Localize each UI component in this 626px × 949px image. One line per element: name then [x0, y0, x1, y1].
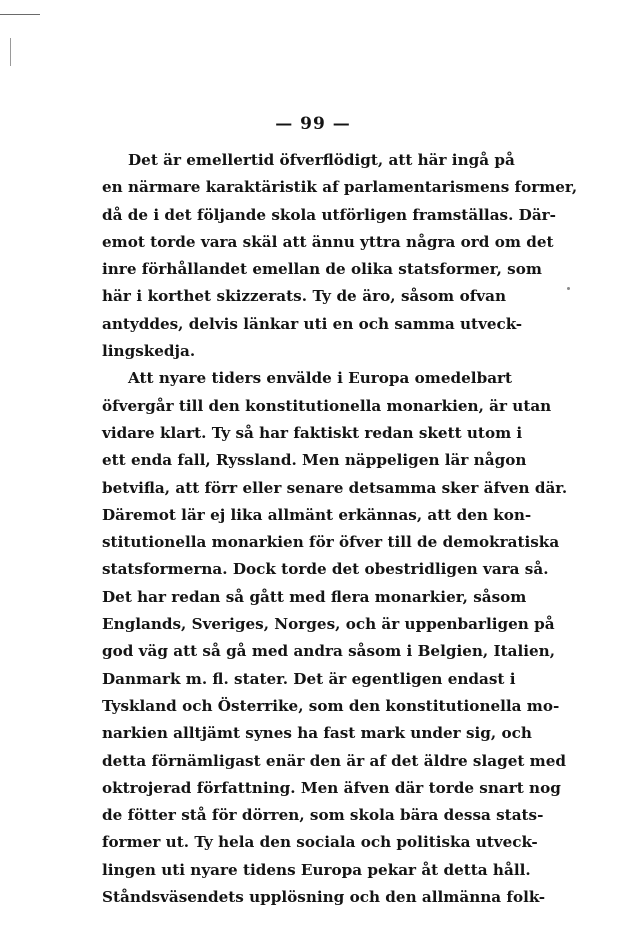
text-line: lingskedja.: [102, 342, 196, 361]
page-number: — 99 —: [275, 114, 351, 134]
text-line: ett enda fall, Ryssland. Men näppeligen lär någon: [102, 451, 527, 470]
text-line: en närmare karaktäristik af parlamentarismens former,: [102, 178, 578, 197]
text-line: detta förnämligast enär den är af det äldre slaget med: [102, 751, 567, 770]
text-line: Ståndsväsendets upplösning och den allmänna folk-: [102, 888, 546, 907]
body-text: [102, 147, 578, 911]
text-line: Att nyare tiders envälde i Europa omedelbart: [128, 369, 513, 388]
text-line: emot torde vara skäl att ännu yttra några ord om det: [102, 232, 554, 251]
text-line: statsformerna. Dock torde det obestridligen vara så.: [102, 560, 549, 579]
text-line: de fötter stå för dörren, som skola bära dessa stats-: [102, 806, 544, 825]
text-line: här i korthet skizzerats. Ty de äro, såsom ofvan: [102, 287, 506, 306]
text-line: Det har redan så gått med flera monarkier, såsom: [102, 587, 527, 606]
text-line: betvifla, att förr eller senare detsamma sker äfven där.: [102, 478, 568, 497]
text-line: lingen uti nyare tidens Europa pekar åt detta håll.: [102, 860, 531, 879]
text-line: Tyskland och Österrike, som den konstitutionella mo-: [102, 696, 560, 715]
text-line: Danmark m. fl. stater. Det är egentligen endast i: [102, 669, 516, 688]
text-line: former ut. Ty hela den sociala och politiska utveck-: [102, 833, 538, 852]
paper-speck: [567, 287, 570, 290]
text-line: antyddes, delvis länkar uti en och samma utveck-: [102, 314, 523, 333]
text-line: god väg att så gå med andra såsom i Belgien, Italien,: [102, 642, 555, 661]
text-line: vidare klart. Ty så har faktiskt redan skett utom i: [102, 423, 523, 442]
text-line: Det är emellertid öfverflödigt, att här ingå på: [128, 151, 515, 169]
scan-edge-mark: [0, 14, 40, 15]
text-line: oktrojerad författning. Men äfven där torde snart nog: [102, 778, 561, 797]
text-line: Däremot lär ej lika allmänt erkännas, att den kon-: [102, 505, 532, 524]
text-line: narkien alltjämt synes ha fast mark under sig, och: [102, 724, 532, 743]
scan-edge-mark-vertical: [10, 38, 11, 66]
text-line: då de i det följande skola utförligen framställas. Där-: [102, 205, 556, 224]
text-line: öfvergår till den konstitutionella monarkien, är utan: [102, 396, 552, 415]
text-line: Englands, Sveriges, Norges, och är uppenbarligen på: [102, 615, 555, 634]
text-line: stitutionella monarkien för öfver till de demokratiska: [102, 533, 560, 552]
text-line: inre förhållandet emellan de olika statsformer, som: [102, 260, 542, 279]
